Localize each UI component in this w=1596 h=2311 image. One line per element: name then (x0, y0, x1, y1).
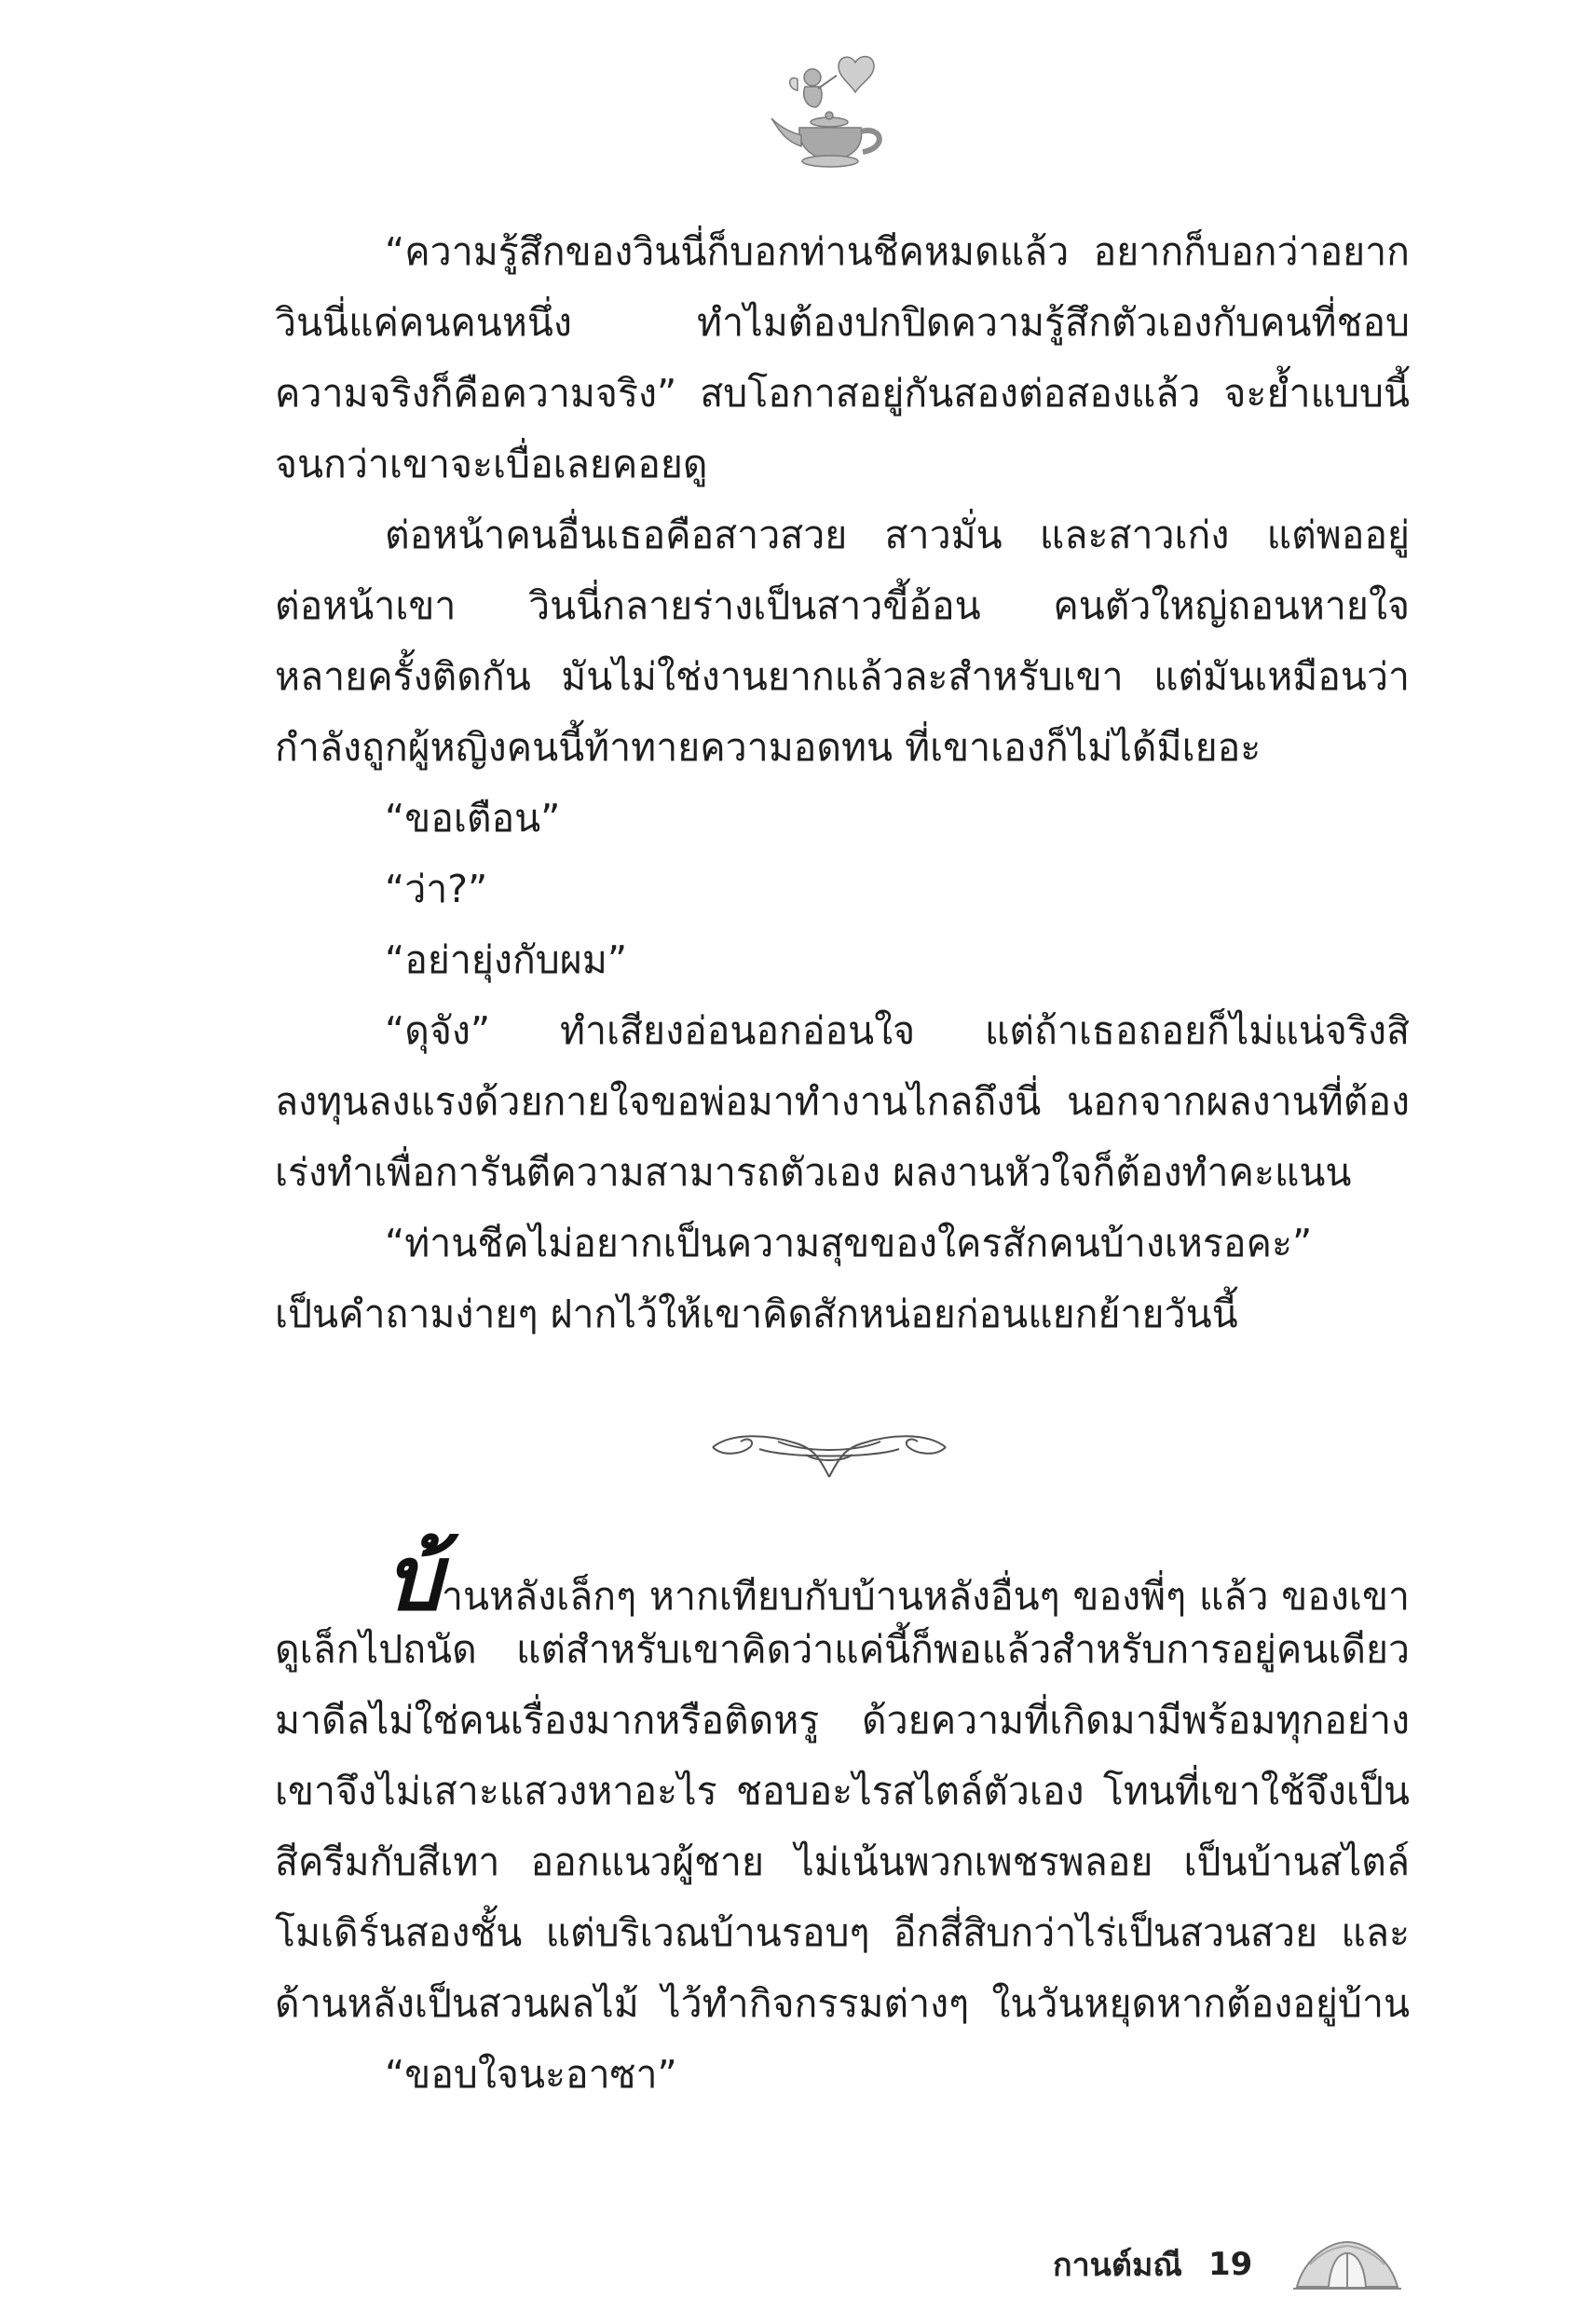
text-line: กำลังถูกผู้หญิงคนนี้ท้าทายความอดทน ที่เขาเองก็ไม่ได้มีเยอะ (275, 725, 1262, 770)
text-line: ลงทุนลงแรงด้วยกายใจขอพ่อมาทำงานไกลถึงนี่ นอกจากผลงานที่ต้อง (275, 1079, 1410, 1124)
text-line: สีครีมกับสีเทา ออกแนวผู้ชาย ไม่เน้นพวกเพชรพลอย เป็นบ้านสไตล์ (275, 1839, 1410, 1884)
text-line: ความจริงก็คือความจริง” สบโอกาสอยู่กันสองต่อสองแล้ว จะย้ำแบบนี้ (275, 371, 1410, 416)
text-line: “ขอเตือน” (385, 796, 561, 841)
text-line: “ขอบใจนะอาซา” (385, 2052, 677, 2097)
text-line: จนกว่าเขาจะเบื่อเลยคอยดู (275, 442, 708, 486)
text-line: หลายครั้งติดกัน มันไม่ใช่งานยากแล้วละสำหรับเขา แต่มันเหมือนว่า (275, 654, 1410, 699)
flourish-divider-icon (694, 1421, 964, 1486)
text-line: “อย่ายุ่งกับผม” (385, 937, 628, 982)
text-line: เป็นคำถามง่ายๆ ฝากไว้ให้เขาคิดสักหน่อยก่อนแยกย้ายวันนี้ (275, 1292, 1238, 1336)
page-footer (1053, 2236, 1403, 2292)
text-line: “ท่านชีคไม่อยากเป็นความสุขของใครสักคนบ้างเหรอคะ” (385, 1221, 1313, 1265)
text-line: ต่อหน้าคนอื่นเธอคือสาวสวย สาวมั่น และสาวเก่ง แต่พออยู่ (385, 513, 1410, 557)
body-text-chapter (275, 1525, 1410, 2110)
page-number: 19 (1207, 2246, 1253, 2283)
text-line-first (275, 1525, 1410, 1631)
text-line: วินนี่แค่คนคนหนึ่ง ทำไมต้องปกปิดความรู้สึกตัวเองกับคนที่ชอบ (275, 300, 1410, 345)
text-line: โมเดิร์นสองชั้น แต่บริเวณบ้านรอบๆ อีกสี่สิบกว่าไร่เป็นสวนสวย และ (275, 1910, 1410, 1955)
text-line: มาดีลไม่ใช่คนเรื่องมากหรือติดหรู ด้วยความที่เกิดมามีพร้อมทุกอย่าง (275, 1698, 1410, 1743)
text-line: ต่อหน้าเขา วินนี่กลายร่างเป็นสาวขี้อ้อน คนตัวใหญ่ถอนหายใจ (275, 583, 1410, 628)
text-line: ดูเล็กไปถนัด แต่สำหรับเขาคิดว่าแค่นี้ก็พอแล้วสำหรับการอยู่คนเดียว (275, 1627, 1410, 1672)
book-title: กานต์มณี (1053, 2247, 1182, 2284)
dropcap: บ้ (385, 1525, 442, 1631)
text-line: เร่งทำเพื่อการันตีความสามารถตัวเอง ผลงานหัวใจก็ต้องทำคะแนน (275, 1150, 1352, 1195)
first-line-rest: านหลังเล็กๆ หากเทียบกับบ้านหลังอื่นๆ ของพี่ๆ แล้ว ของเขา (441, 1574, 1410, 1619)
text-line: “ดุจัง” ทำเสียงอ่อนอกอ่อนใจ แต่ถ้าเธอถอยก็ไม่แน่จริงสิ (385, 1008, 1410, 1053)
text-line: เขาจึงไม่เสาะแสวงหาอะไร ชอบอะไรสไตล์ตัวเอง โทนที่เขาใช้จึงเป็น (275, 1769, 1410, 1813)
body-text-top (275, 216, 1410, 1349)
cupid-teapot-ornament-icon (764, 51, 904, 172)
text-line: “ว่า?” (385, 867, 488, 911)
tent-icon (1291, 2236, 1403, 2292)
text-line: ด้านหลังเป็นสวนผลไม้ ไว้ทำกิจกรรมต่างๆ ในวันหยุดหากต้องอยู่บ้าน (275, 1981, 1410, 2026)
text-line: “ความรู้สึกของวินนี่ก็บอกท่านชีคหมดแล้ว อยากก็บอกว่าอยาก (385, 229, 1410, 274)
